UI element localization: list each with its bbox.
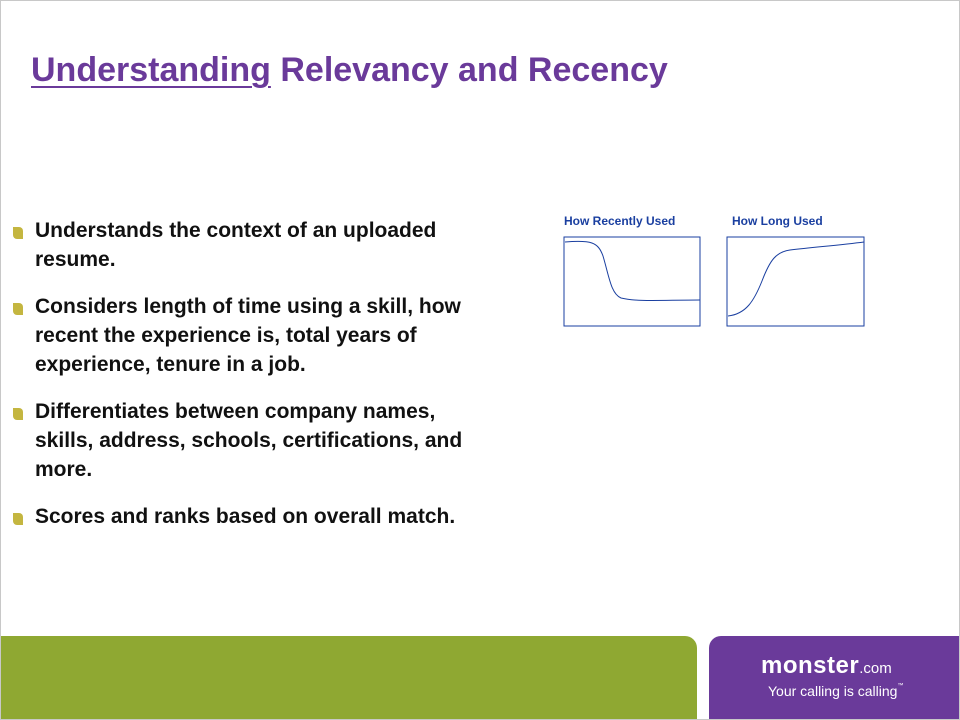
recency-curve-line: [565, 241, 700, 300]
recency-chart-frame: [564, 237, 700, 326]
duration-chart-frame: [727, 237, 864, 326]
bullet-text: Understands the context of an uploaded resume.: [35, 219, 437, 271]
bullet-text: Scores and ranks based on overall match.: [35, 505, 456, 528]
bullet-list: [13, 216, 483, 549]
tagline-text: Your calling is calling: [768, 683, 898, 699]
bullet-text: Considers length of time using a skill, how recent the experience is, total years of experience, tenure in a job.: [35, 295, 461, 376]
bullet-marker-icon: [13, 513, 23, 525]
bullet-marker-icon: [13, 303, 23, 315]
trademark-mark: ™: [897, 683, 904, 689]
bullet-item: [13, 397, 483, 484]
duration-curve-chart: [726, 236, 866, 328]
bullet-item: [13, 216, 483, 274]
bullet-item: [13, 292, 483, 379]
title-underlined-word: Understanding: [31, 51, 271, 89]
bullet-marker-icon: [13, 408, 23, 420]
footer-green-band: [1, 636, 697, 720]
page-title: [31, 51, 668, 90]
footer-tagline: [768, 683, 903, 699]
logo-main-text: monster: [761, 652, 860, 679]
recency-chart-label: How Recently Used: [564, 214, 676, 228]
bullet-marker-icon: [13, 227, 23, 239]
title-rest: Relevancy and Recency: [270, 51, 668, 89]
bullet-text: Differentiates between company names, skills, address, schools, certifications, and more.: [35, 400, 463, 481]
logo-suffix: .com: [859, 660, 892, 677]
duration-chart-label: How Long Used: [732, 214, 823, 228]
recency-curve-chart: [563, 236, 703, 328]
bullet-item: [13, 502, 483, 531]
monster-logo: [761, 652, 892, 680]
duration-curve-line: [728, 242, 864, 316]
